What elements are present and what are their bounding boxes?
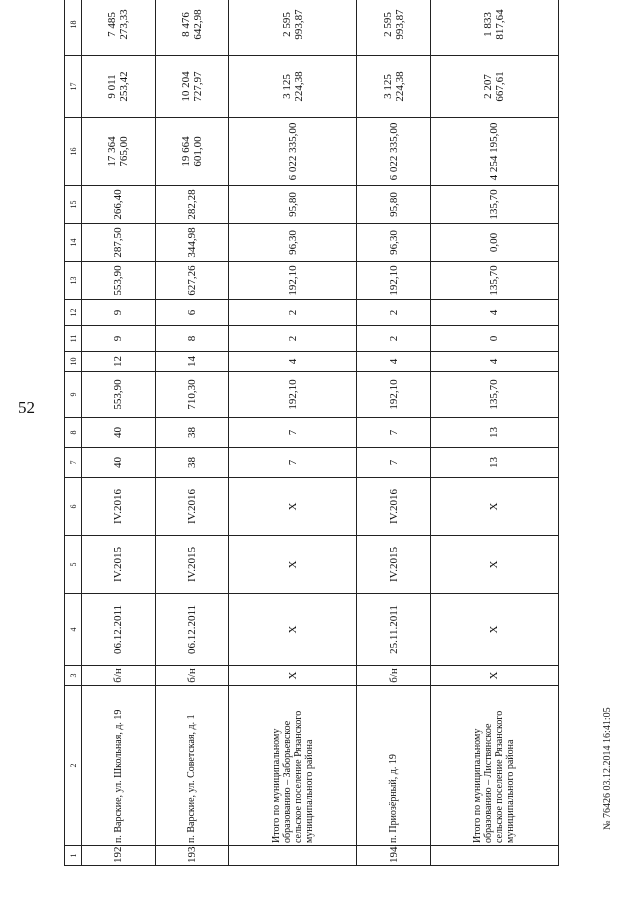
table-cell: 193 <box>155 846 229 866</box>
address-cell: п. Приозёрный, д. 19 <box>357 686 431 846</box>
table-cell: 25.11.2011 <box>357 594 431 666</box>
table-cell: б/н <box>357 666 431 686</box>
table-cell: 6 022 335,00 <box>229 118 357 186</box>
table-cell: 19 664 601,00 <box>155 118 229 186</box>
table-cell: X <box>229 594 357 666</box>
table-cell: 4 <box>430 352 558 372</box>
table-cell: 40 <box>82 448 156 478</box>
table-cell: 17 364 765,00 <box>82 118 156 186</box>
table-cell: 96,30 <box>357 224 431 262</box>
table-cell: 8 <box>155 326 229 352</box>
table-cell: 6 022 335,00 <box>357 118 431 186</box>
table-cell: IV.2015 <box>155 536 229 594</box>
table-cell: 8 476 642,98 <box>155 0 229 56</box>
table-cell: 4 <box>229 352 357 372</box>
table-cell: 3 125 224,38 <box>229 56 357 118</box>
header-number-cell: 16 <box>65 118 82 186</box>
table-cell: X <box>430 594 558 666</box>
table-cell: 9 <box>82 300 156 326</box>
table-cell: 7 <box>229 418 357 448</box>
table-cell <box>229 846 357 866</box>
table-cell: 553,90 <box>82 262 156 300</box>
table-cell: 12 <box>82 352 156 372</box>
table-cell: X <box>430 666 558 686</box>
table-cell: IV.2016 <box>357 478 431 536</box>
header-number-cell: 5 <box>65 536 82 594</box>
table-row <box>430 0 558 866</box>
table-cell: 40 <box>82 418 156 448</box>
table-cell: 2 595 993,87 <box>229 0 357 56</box>
table-cell: 7 485 273,33 <box>82 0 156 56</box>
header-number-cell: 10 <box>65 352 82 372</box>
header-number-cell: 17 <box>65 56 82 118</box>
table-cell: X <box>229 478 357 536</box>
header-number-cell: 9 <box>65 372 82 418</box>
table-cell: 0 <box>430 326 558 352</box>
table-row <box>229 0 357 866</box>
table-cell: 2 <box>357 326 431 352</box>
header-number-cell: 15 <box>65 186 82 224</box>
header-number-cell: 1 <box>65 846 82 866</box>
table-cell: 2 <box>229 326 357 352</box>
table-cell <box>430 846 558 866</box>
table-cell: 710,30 <box>155 372 229 418</box>
table-cell: 10 204 727,97 <box>155 56 229 118</box>
header-number-cell: 2 <box>65 686 82 846</box>
table-cell: 96,30 <box>229 224 357 262</box>
address-cell: Итого по муниципальному образованию – Заборьевское сельское поселение Рязанского муниципального района <box>229 686 357 846</box>
table-row <box>357 0 431 866</box>
header-number-row <box>65 0 82 866</box>
table-cell: 1 833 817,64 <box>430 0 558 56</box>
table-cell: 9 011 253,42 <box>82 56 156 118</box>
table-cell: X <box>430 536 558 594</box>
table-cell: 95,80 <box>229 186 357 224</box>
table-cell: 135,70 <box>430 186 558 224</box>
header-number-cell: 3 <box>65 666 82 686</box>
table-cell: 192,10 <box>357 372 431 418</box>
header-number-cell: 13 <box>65 262 82 300</box>
table-cell: 13 <box>430 448 558 478</box>
table-cell: 06.12.2011 <box>155 594 229 666</box>
header-number-cell: 6 <box>65 478 82 536</box>
table-cell: 553,90 <box>82 372 156 418</box>
table-cell: 344,98 <box>155 224 229 262</box>
table-cell: 06.12.2011 <box>82 594 156 666</box>
table-cell: 13 <box>430 418 558 448</box>
table-row <box>82 0 156 866</box>
table-cell: 14 <box>155 352 229 372</box>
table-row <box>155 0 229 866</box>
table-cell: 2 <box>357 300 431 326</box>
table-cell: 194 <box>357 846 431 866</box>
table-cell: б/н <box>155 666 229 686</box>
table-cell: IV.2016 <box>155 478 229 536</box>
header-number-cell: 12 <box>65 300 82 326</box>
table-cell: 38 <box>155 448 229 478</box>
address-cell: п. Варские, ул. Советская, д. 1 <box>155 686 229 846</box>
table-cell: 38 <box>155 418 229 448</box>
table-cell: 6 <box>155 300 229 326</box>
table-cell: 4 <box>357 352 431 372</box>
table-cell: 3 125 224,38 <box>357 56 431 118</box>
table-cell: X <box>430 478 558 536</box>
table-cell: 192 <box>82 846 156 866</box>
table-cell: 192,10 <box>229 372 357 418</box>
table-cell: 627,26 <box>155 262 229 300</box>
header-number-cell: 18 <box>65 0 82 56</box>
table-cell: 266,40 <box>82 186 156 224</box>
table-cell: X <box>229 666 357 686</box>
table-cell: 287,50 <box>82 224 156 262</box>
table-cell: 135,70 <box>430 262 558 300</box>
table-cell: 192,10 <box>357 262 431 300</box>
table-cell: 2 595 993,87 <box>357 0 431 56</box>
table-cell: IV.2015 <box>82 536 156 594</box>
table-cell: 2 207 667,61 <box>430 56 558 118</box>
table-cell: 4 254 195,00 <box>430 118 558 186</box>
table-cell: IV.2015 <box>357 536 431 594</box>
table-cell: 135,70 <box>430 372 558 418</box>
header-number-cell: 7 <box>65 448 82 478</box>
table-cell: X <box>229 536 357 594</box>
table-cell: 7 <box>229 448 357 478</box>
address-cell: п. Варские, ул. Школьная, д. 19 <box>82 686 156 846</box>
housing-program-table <box>64 0 559 866</box>
table-cell: 7 <box>357 418 431 448</box>
document-stamp: № 76426 03.12.2014 16:41:05 <box>602 707 613 830</box>
table-cell: 4 <box>430 300 558 326</box>
header-number-cell: 14 <box>65 224 82 262</box>
rotated-table-wrapper <box>64 9 559 866</box>
table-cell: 9 <box>82 326 156 352</box>
header-number-cell: 8 <box>65 418 82 448</box>
table-cell: 282,28 <box>155 186 229 224</box>
table-cell: 2 <box>229 300 357 326</box>
table-cell: 7 <box>357 448 431 478</box>
page-number: 52 <box>18 398 35 417</box>
table-cell: 192,10 <box>229 262 357 300</box>
table-cell: 0,00 <box>430 224 558 262</box>
address-cell: Итого по муниципальному образованию – Листвянское сельское поселение Рязанского муниципального района <box>430 686 558 846</box>
table-cell: б/н <box>82 666 156 686</box>
table-cell: IV.2016 <box>82 478 156 536</box>
header-number-cell: 4 <box>65 594 82 666</box>
header-number-cell: 11 <box>65 326 82 352</box>
table-cell: 95,80 <box>357 186 431 224</box>
